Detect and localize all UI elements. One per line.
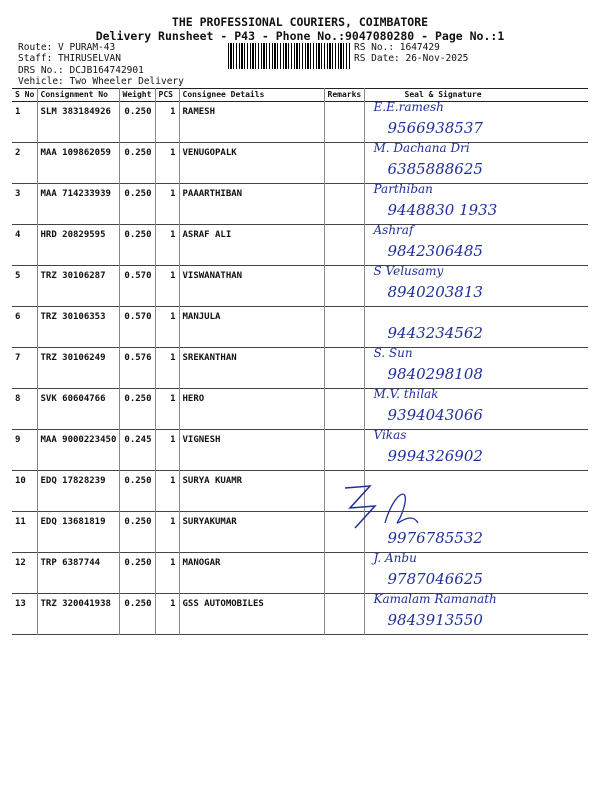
sno-cell: 3 [12,184,37,225]
signature-name: Kamalam Ramanath [373,593,497,606]
header-sno: S No [12,89,37,102]
signature-cell [364,553,588,594]
consignment-cell: SLM 383184926 [37,102,119,143]
consignment-cell: TRZ 30106287 [37,266,119,307]
signature-cell [364,348,588,389]
rs-date: RS Date: 26-Nov-2025 [354,53,469,64]
consignee-cell: ASRAF ALI [179,225,324,266]
header-consignee: Consignee Details [179,89,324,102]
consignee-cell: VISWANATHAN [179,266,324,307]
weight-cell: 0.250 [119,471,155,512]
sno-cell: 1 [12,102,37,143]
signature-phone: 9566938537 [387,119,483,137]
table-row [12,225,588,266]
consignee-cell: VIGNESH [179,430,324,471]
table-row [12,184,588,225]
table-row [12,471,588,512]
consignee-cell: VENUGOPALK [179,143,324,184]
document-subtitle: Delivery Runsheet - P43 - Phone No.:9047080280 - Page No.:1 [95,29,505,43]
remarks-cell [324,430,364,471]
pcs-cell: 1 [155,553,179,594]
signature-phone: 9840298108 [387,365,483,383]
signature-name: Vikas [373,429,407,442]
table-row [12,307,588,348]
table-row [12,266,588,307]
sno-cell: 11 [12,512,37,553]
header-remarks: Remarks [324,89,364,102]
signature-phone: 6385888625 [387,160,483,178]
signature-name: M.V. thilak [373,388,439,401]
vehicle-label: Vehicle: Two Wheeler Delivery [18,76,184,87]
consignee-cell: MANJULA [179,307,324,348]
consignment-cell: TRZ 30106353 [37,307,119,348]
signature-name: M. Dachana Dri [373,142,470,155]
rs-number: RS No.: 1647429 [354,42,440,53]
pcs-cell: 1 [155,184,179,225]
signature-name: Parthiban [373,183,433,196]
consignment-cell: MAA 109862059 [37,143,119,184]
weight-cell: 0.250 [119,102,155,143]
pcs-cell: 1 [155,512,179,553]
pcs-cell: 1 [155,389,179,430]
header-signature: Seal & Signature [404,90,482,99]
consignment-cell: MAA 714233939 [37,184,119,225]
runsheet-table [12,88,588,635]
pcs-cell: 1 [155,307,179,348]
header-weight: Weight [119,89,155,102]
consignment-cell: TRZ 320041938 [37,594,119,635]
sno-cell: 8 [12,389,37,430]
signature-phone: 9787046625 [387,570,483,588]
signature-name: S. Sun [373,347,413,360]
table-row [12,430,588,471]
weight-cell: 0.250 [119,553,155,594]
consignment-cell: SVK 60604766 [37,389,119,430]
pcs-cell: 1 [155,430,179,471]
weight-cell: 0.250 [119,512,155,553]
signature-cell [364,594,588,635]
weight-cell: 0.250 [119,184,155,225]
header-consignment: Consignment No [37,89,119,102]
table-row [12,389,588,430]
weight-cell: 0.250 [119,389,155,430]
table-row [12,512,588,553]
sno-cell: 13 [12,594,37,635]
signature-cell [364,143,588,184]
consignee-cell: SREKANTHAN [179,348,324,389]
drs-number: DRS No.: DCJB164742901 [18,65,144,76]
signature-name: J. Anbu [373,552,417,565]
pcs-cell: 1 [155,102,179,143]
signature-cell [364,389,588,430]
remarks-cell [324,184,364,225]
document-title: THE PROFESSIONAL COURIERS, COIMBATORE [171,15,429,29]
signature-phone: 9994326902 [387,447,483,465]
pcs-cell: 1 [155,225,179,266]
weight-cell: 0.570 [119,266,155,307]
table-row [12,553,588,594]
weight-cell: 0.250 [119,143,155,184]
sno-cell: 5 [12,266,37,307]
signature-cell [364,184,588,225]
weight-cell: 0.570 [119,307,155,348]
consignee-cell: HERO [179,389,324,430]
signature-phone: 9443234562 [387,324,483,342]
pcs-cell: 1 [155,143,179,184]
table-row [12,143,588,184]
sno-cell: 7 [12,348,37,389]
staff-label: Staff: THIRUSELVAN [18,53,121,64]
remarks-cell [324,594,364,635]
weight-cell: 0.576 [119,348,155,389]
header-pcs: PCS [155,89,179,102]
weight-cell: 0.250 [119,225,155,266]
signature-cell [364,102,588,143]
consignee-cell: SURYAKUMAR [179,512,324,553]
remarks-cell [324,266,364,307]
consignment-cell: TRZ 30106249 [37,348,119,389]
signature-scribble [340,478,420,538]
signature-phone: 9448830 1933 [387,201,498,219]
signature-cell [364,266,588,307]
consignee-cell: GSS AUTOMOBILES [179,594,324,635]
signature-name: E.E.ramesh [373,101,444,114]
table-row [12,594,588,635]
remarks-cell [324,225,364,266]
sno-cell: 2 [12,143,37,184]
weight-cell: 0.250 [119,594,155,635]
table-row [12,102,588,143]
remarks-cell [324,553,364,594]
remarks-cell [324,389,364,430]
pcs-cell: 1 [155,266,179,307]
sno-cell: 4 [12,225,37,266]
signature-name: S Velusamy [373,265,444,278]
consignment-cell: HRD 20829595 [37,225,119,266]
consignee-cell: SURYA KUAMR [179,471,324,512]
consignee-cell: PAAARTHIBAN [179,184,324,225]
sno-cell: 12 [12,553,37,594]
signature-phone: 9976785532 [387,529,483,547]
sno-cell: 9 [12,430,37,471]
consignment-cell: EDQ 17828239 [37,471,119,512]
remarks-cell [324,348,364,389]
table-row [12,348,588,389]
remarks-cell [324,143,364,184]
weight-cell: 0.245 [119,430,155,471]
consignment-cell: MAA 9000223450 [37,430,119,471]
signature-cell [364,225,588,266]
signature-cell [364,307,588,348]
pcs-cell: 1 [155,594,179,635]
remarks-cell [324,307,364,348]
consignment-cell: EDQ 13681819 [37,512,119,553]
consignee-cell: RAMESH [179,102,324,143]
signature-phone: 9843913550 [387,611,483,629]
route-label: Route: V PURAM-43 [18,42,116,53]
signature-name: Ashraf [373,224,414,237]
pcs-cell: 1 [155,348,179,389]
remarks-cell [324,102,364,143]
signature-phone: 8940203813 [387,283,483,301]
table-header-row [12,89,588,102]
pcs-cell: 1 [155,471,179,512]
signature-phone: 9842306485 [387,242,483,260]
signature-cell [364,430,588,471]
consignee-cell: MANOGAR [179,553,324,594]
signature-phone: 9394043066 [387,406,483,424]
consignment-cell: TRP 6387744 [37,553,119,594]
sno-cell: 6 [12,307,37,348]
barcode-image [228,43,350,69]
sno-cell: 10 [12,471,37,512]
